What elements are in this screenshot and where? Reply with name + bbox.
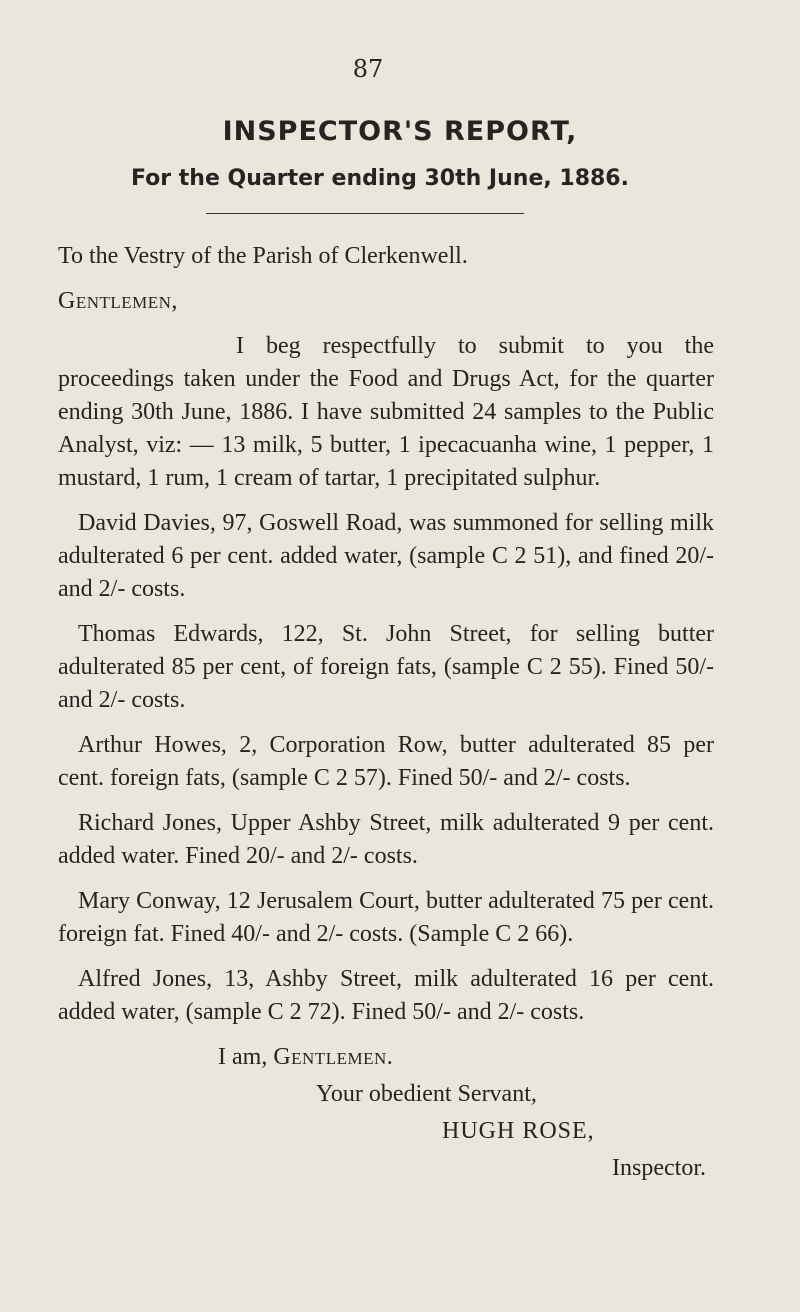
report-subtitle: For the Quarter ending 30th June, 1886. — [131, 166, 629, 191]
address-line: To the Vestry of the Parish of Clerkenwell. — [58, 243, 468, 269]
page-number: 87 — [352, 55, 384, 83]
paragraph-case: David Davies, 97, Goswell Road, was summoned for selling milk adulterated 6 per cent. added water, (sample C 2 51), and fined 20/- and 2/- costs. — [58, 510, 714, 602]
report-title: INSPECTOR'S REPORT, — [222, 116, 578, 147]
closing-line — [58, 1041, 714, 1074]
paragraph-case: Richard Jones, Upper Ashby Street, milk adulterated 9 per cent. added water. Fined 20/- and 2/- costs. — [58, 810, 714, 869]
report-body — [58, 240, 714, 1185]
signature-name: HUGH ROSE, — [442, 1118, 595, 1144]
paragraph-case: Alfred Jones, 13, Ashby Street, milk adulterated 16 per cent. added water, (sample C 2 72). Fined 50/- and 2/- costs. — [58, 966, 714, 1025]
servant-line: Your obedient Servant, — [316, 1081, 537, 1107]
closing-prefix: I am, — [218, 1044, 274, 1070]
paragraph-case: Thomas Edwards, 122, St. John Street, for selling butter adulterated 85 per cent, of foreign fats, (sample C 2 55). Fined 50/- and 2/- costs. — [58, 621, 714, 713]
signature-position: Inspector. — [612, 1155, 706, 1181]
paragraph-intro: I beg respectfully to submit to you the proceedings taken under the Food and Drugs Act, for the quarter ending 30th June, 1886. I have submitted 24 samples to the Public Analyst, viz: — 13 milk, 5 butter, 1 ipecacuanha wine, 1 pepper, 1 mustard, 1 rum, 1 cream of tartar, 1 precipitated sulphur. — [58, 333, 714, 491]
closing-gentlemen: Gentlemen. — [273, 1044, 394, 1070]
salutation: Gentlemen, — [58, 288, 178, 314]
title-divider — [206, 213, 524, 214]
paragraph-case: Arthur Howes, 2, Corporation Row, butter adulterated 85 per cent. foreign fats, (sample C 2 57). Fined 50/- and 2/- costs. — [58, 732, 714, 791]
paragraph-case: Mary Conway, 12 Jerusalem Court, butter adulterated 75 per cent. foreign fat. Fined 40/- and 2/- costs. (Sample C 2 66). — [58, 888, 714, 947]
